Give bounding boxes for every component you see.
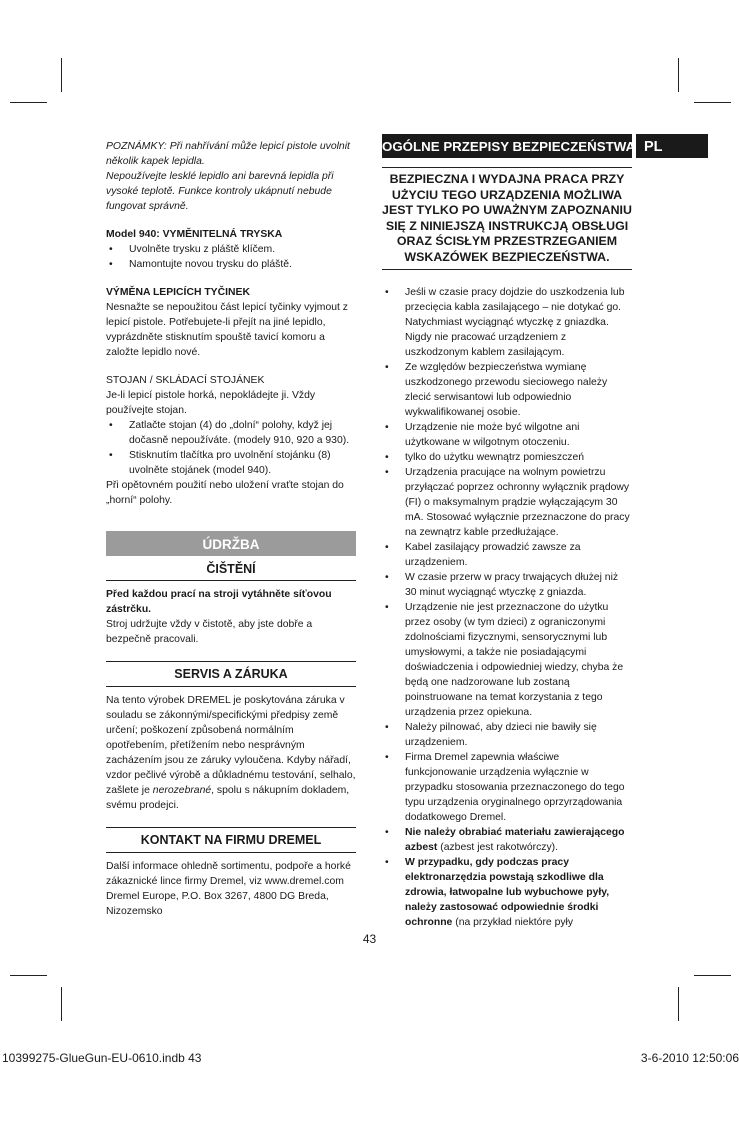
list-item: • Kabel zasilający prowadzić zawsze za urządzeniem.: [385, 542, 581, 568]
list-item: • W czasie przerw w pracy trwających dłużej niż 30 minut wyciągnąć wtyczkę z gniazda.: [385, 572, 619, 598]
crop-mark: [61, 58, 62, 92]
crop-mark: [678, 987, 679, 1021]
crop-mark: [61, 987, 62, 1021]
maintenance-heading: ÚDRŽBA: [106, 531, 356, 556]
cleaning-heading: ČIŠTĚNÍ: [106, 556, 356, 581]
note-text: Nepoužívejte lesklé lepidlo ani barevná lepidla při vysoké teplotě. Funkce kontroly ukápnutí nebude fungovat správně.: [106, 171, 334, 212]
page-title: OGÓLNE PRZEPISY BEZPIECZEŃSTWA: [382, 134, 632, 158]
crop-mark: [678, 58, 679, 92]
list-item: • Namontujte novou trysku do pláště.: [109, 259, 292, 270]
list-item: • tylko do użytku wewnątrz pomieszczeń: [385, 452, 585, 463]
list-item: • Zatlačte stojan (4) do „dolní“ polohy, když jej dočasně nepoužíváte. (modely 910, 920 a 930).: [109, 420, 350, 446]
contact-heading: KONTAKT NA FIRMU DREMEL: [106, 827, 356, 853]
note-text: POZNÁMKY: Při nahřívání může lepicí pistole uvolnit několik kapek lepidla.: [106, 141, 350, 167]
crop-mark: [694, 102, 731, 103]
stand-after-text: Při opětovném použití nebo uložení vraťte stojan do „horní“ polohy.: [106, 480, 344, 506]
footer-timestamp: 3-6-2010 12:50:06: [640, 1051, 739, 1065]
stand-text: Je-li lepicí pistole horká, nepokládejte ji. Vždy používejte stojan.: [106, 390, 316, 416]
service-text: Na tento výrobek DREMEL je poskytována záruka v souladu se zákonnými/specifickými předpisy země určení; poškození způsobená normálním opotřebením, přetížením nebo nesprávným zacházením jsou ze záruky vyloučena. Kdyby nářadí, vzdor pečlivé výrobě a důkladnému testování, selhalo, zašlete je nerozebrané, spolu s nákupním dokladem, svému prodejci.: [106, 695, 356, 811]
contact-text: Další informace ohledně sortimentu, podpoře a horké zákaznické lince firmy Dremel, viz www.dremel.com Dremel Europe, P.O. Box 3267, 4800 DG Breda, Nizozemsko: [106, 861, 351, 917]
language-badge: PL: [636, 134, 708, 158]
left-column: [106, 139, 356, 919]
model-heading: Model 940: VYMĚNITELNÁ TRYSKA: [106, 229, 283, 240]
list-item: • Nie należy obrabiać materiału zawierającego azbest (azbest jest rakotwórczy).: [385, 827, 625, 853]
list-item: • Urządzenie nie może być wilgotne ani użytkowane w wilgotnym otoczeniu.: [385, 422, 580, 448]
list-item: • Należy pilnować, aby dzieci nie bawiły się urządzeniem.: [385, 722, 597, 748]
list-item: • W przypadku, gdy podczas pracy elektronarzędzia powstają szkodliwe dla zdrowia, łatwopalne lub wybuchowe pyły, należy zastosować odpowiednie środki ochronne (na przykład niektóre pyły: [385, 857, 610, 928]
list-item: • Urządzenie nie jest przeznaczone do użytku przez osoby (w tym dzieci) z ograniczonymi zdolnościami fizycznymi, sensorycznymi lub umysłowymi, a także nie posiadającymi doświadczenia i odpowiedniej wiedzy, chyba że będą one nadzorowane lub zostaną poinstruowane na temat korzystania z tego urządzenia przez opiekuna.: [385, 602, 624, 718]
crop-mark: [10, 975, 47, 976]
stand-heading: STOJAN / SKLÁDACÍ STOJÁNEK: [106, 375, 265, 386]
list-item: • Urządzenia pracujące na wolnym powietrzu przyłączać poprzez ochronny wyłącznik prądowy (FI) o maksymalnym prądzie wyłączającym 30 mA. Stosować wyłącznie przeznaczone do pracy na zewnątrz kable przedłużające.: [385, 467, 630, 538]
crop-mark: [694, 975, 731, 976]
list-item: • Uvolněte trysku z pláště klíčem.: [109, 244, 276, 255]
cleaning-text: Stroj udržujte vždy v čistotě, aby jste dobře a bezpečně pracovali.: [106, 619, 313, 645]
crop-mark: [10, 102, 47, 103]
safety-notice: BEZPIECZNA I WYDAJNA PRACA PRZY UŻYCIU TEGO URZĄDZENIA MOŻLIWA JEST TYLKO PO UWAŻNYM ZAPOZNANIU SIĘ Z NINIEJSZĄ INSTRUKCJĄ OBSŁUGI ORAZ ŚCISŁYM PRZESTRZEGANIEM WSKAZÓWEK BEZPIECZEŃSTWA.: [382, 167, 632, 270]
sticks-heading: VÝMĚNA LEPICÍCH TYČINEK: [106, 287, 250, 298]
list-item: • Ze względów bezpieczeństwa wymianę uszkodzonego przewodu sieciowego należy zlecić serwisantowi lub odpowiednio wykwalifikowanej osobie.: [385, 362, 608, 418]
safety-list: [382, 285, 632, 930]
cleaning-warning: Před každou prací na stroji vytáhněte síťovou zástrčku.: [106, 589, 332, 615]
sticks-text: Nesnažte se nepoužitou část lepicí tyčinky vyjmout z lepicí pistole. Potřebujete-li přejít na jiné lepidlo, vyprázdněte stisknutím spouště tavicí komoru a založte lepidlo nové.: [106, 302, 348, 358]
list-item: • Jeśli w czasie pracy dojdzie do uszkodzenia lub przecięcia kabla zasilającego – nie dotykać go. Natychmiast wyciągnąć wtyczkę z gniazdka. Nigdy nie pracować urządzeniem z uszkodzonym kablem zasilającym.: [385, 287, 625, 358]
page-number: 43: [362, 932, 377, 946]
footer-filename: 10399275-GlueGun-EU-0610.indb 43: [2, 1051, 202, 1065]
list-item: • Firma Dremel zapewnia właściwe funkcjonowanie urządzenia wyłącznie w przypadku stosowania przeznaczonego do tego typu urządzenia oryginalnego oprzyrządowania dodatkowego Dremel.: [385, 752, 625, 823]
list-item: • Stisknutím tlačítka pro uvolnění stojánku (8) uvolněte stojánek (model 940).: [109, 450, 331, 476]
service-heading: SERVIS A ZÁRUKA: [106, 661, 356, 687]
